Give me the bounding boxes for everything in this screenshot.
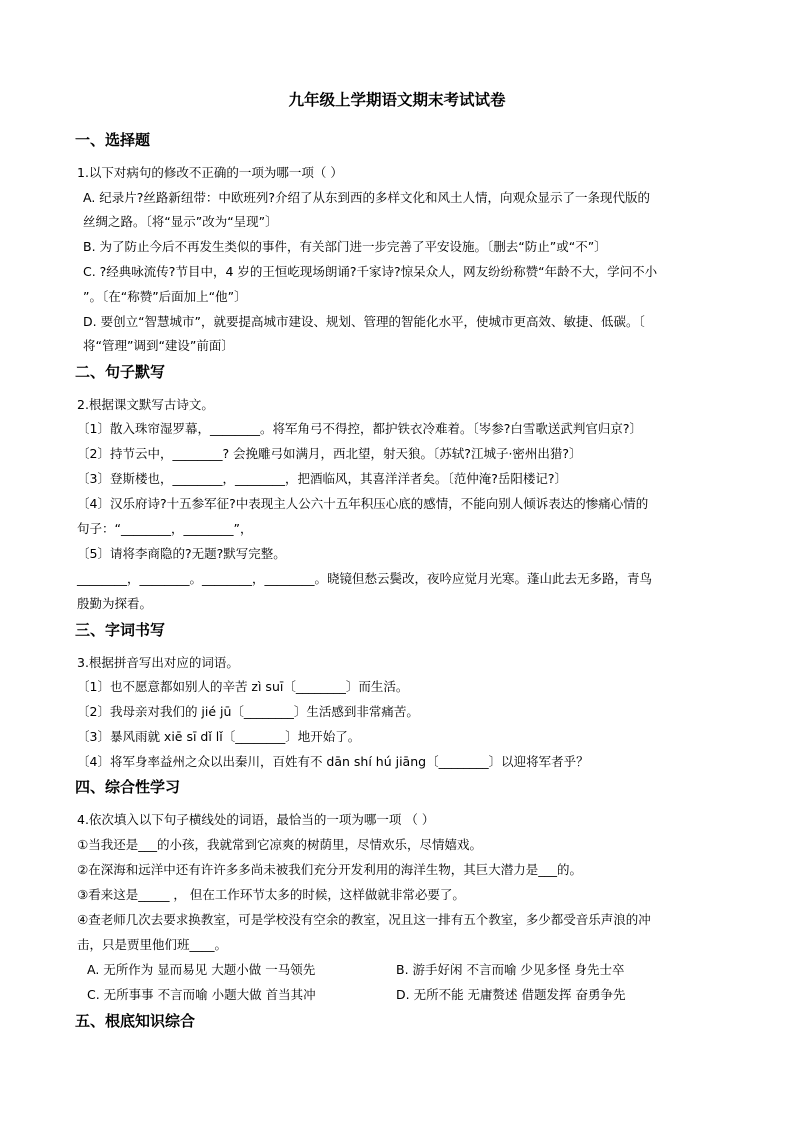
q2-item-1: 〔1〕散入珠帘湿罗幕，________。将军角弓不得控，都护铁衣冷难着。〔岑参?白雪歌送武判官归京?〕 bbox=[77, 421, 642, 436]
option-c-line1: C. ?经典咏流传?节目中，4 岁的王恒屹现场朗诵?千家诗?惊呆众人，网友纷纷称赞“年龄不大，学问不小 bbox=[83, 264, 658, 279]
q4-sentence-1: ①当我还是___的小孩，我就常到它凉爽的树荫里，尽情欢乐，尽情嬉戏。 bbox=[77, 837, 482, 852]
option-d-line1: D. 要创立“智慧城市”，就要提高城市建设、规划、管理的智能化水平，使城市更高效、敏捷、低碳。〔 bbox=[83, 314, 645, 329]
question-2: 2.根据课文默写古诗文。 bbox=[77, 397, 214, 412]
section-heading-5: 五、根底知识综合 bbox=[75, 1012, 196, 1030]
q3-item-2: 〔2〕我母亲对我们的 jié jū〔________〕生活感到非常痛苦。 bbox=[77, 704, 419, 719]
q3-item-3: 〔3〕暴风雨就 xiē sī dǐ lǐ〔________〕地开始了。 bbox=[77, 729, 361, 744]
q4-option-d: D. 无所不能 无庸赘述 借题发挥 奋勇争先 bbox=[396, 987, 626, 1002]
section-heading-4: 四、综合性学习 bbox=[75, 778, 181, 796]
option-c-line2: ”。〔在“称赞”后面加上“他”〕 bbox=[83, 289, 247, 304]
q4-sentence-2: ②在深海和远洋中还有许许多多尚未被我们充分开发利用的海洋生物，其巨大潜力是___的。 bbox=[77, 862, 582, 877]
q2-item-4-cont: 句子：“________，________”， bbox=[77, 521, 253, 536]
q4-option-a: A. 无所作为 显而易见 大题小做 一马领先 bbox=[87, 962, 316, 977]
option-a-line1: A. 纪录片?丝路新纽带：中欧班列?介绍了从东到西的多样文化和风土人情，向观众显示了一条现代版的 bbox=[83, 190, 651, 205]
q3-item-1: 〔1〕也不愿意都如别人的辛苦 zì suī〔________〕而生活。 bbox=[77, 679, 409, 694]
q2-item-4: 〔4〕汉乐府诗?十五参军征?中表现主人公六十五年积压心底的感情，不能向别人倾诉表达的惨痛心情的 bbox=[77, 496, 649, 511]
section-heading-3: 三、字词书写 bbox=[75, 621, 166, 639]
q2-item-5-line2: 殷勤为探看。 bbox=[77, 596, 153, 611]
section-heading-1: 一、选择题 bbox=[75, 131, 151, 149]
q3-item-4: 〔4〕将军身率益州之众以出秦川，百姓有不 dān shí hú jiāng〔________〕以迎将军者乎？ bbox=[77, 754, 589, 769]
q4-option-c: C. 无所事事 不言而喻 小题大做 首当其冲 bbox=[87, 987, 316, 1002]
page-title: 九年级上学期语文期末考试试卷 bbox=[288, 91, 506, 109]
option-a-line2: 丝绸之路。〔将“显示”改为“呈现”〕 bbox=[83, 214, 278, 229]
q2-item-2: 〔2〕持节云中，________? 会挽雕弓如满月，西北望，射天狼。〔苏轼?江城子·密州出猎?〕 bbox=[77, 446, 582, 461]
option-b: B. 为了防止今后不再发生类似的事件，有关部门进一步完善了平安设施。〔删去“防止”或“不”〕 bbox=[83, 239, 607, 254]
question-1: 1.以下对病句的修改不正确的一项为哪一项（ ） bbox=[77, 165, 343, 180]
option-d-line2: 将“管理”调到“建设”前面〕 bbox=[83, 338, 234, 353]
q2-item-5: 〔5〕请将李商隐的?无题?默写完整。 bbox=[77, 546, 286, 561]
q4-sentence-4-cont: 击，只是贾里他们班____。 bbox=[77, 937, 228, 952]
question-4: 4.依次填入以下句子横线处的词语，最恰当的一项为哪一项 （ ） bbox=[77, 812, 435, 827]
question-3: 3.根据拼音写出对应的词语。 bbox=[77, 655, 239, 670]
q2-item-5-line1: ________，________。________，________。晓镜但愁云鬓改，夜吟应觉月光寒。蓬山此去无多路，青鸟 bbox=[77, 571, 653, 586]
q2-item-3: 〔3〕登斯楼也，________，________，把酒临风，其喜洋洋者矣。〔范仲淹?岳阳楼记?〕 bbox=[77, 471, 567, 486]
q4-option-b: B. 游手好闲 不言而喻 少见多怪 身先士卒 bbox=[396, 962, 625, 977]
section-heading-2: 二、句子默写 bbox=[75, 363, 166, 381]
q4-sentence-3: ③看来这是_____ ， 但在工作环节太多的时候，这样做就非常必要了。 bbox=[77, 887, 465, 902]
q4-sentence-4: ④查老师几次去要求换教室，可是学校没有空余的教室，况且这一排有五个教室，多少都受音乐声浪的冲 bbox=[77, 912, 651, 927]
